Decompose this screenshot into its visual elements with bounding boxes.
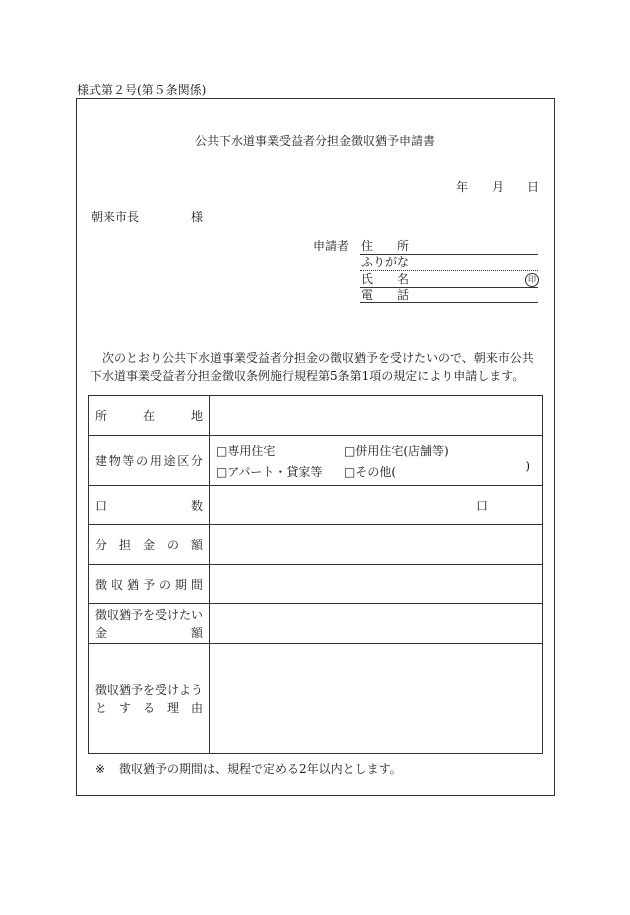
period-label-char: の [158, 577, 171, 592]
address-label-1: 住 [361, 239, 374, 253]
wish-amount-label [89, 604, 210, 644]
period-label-char: 期 [174, 577, 187, 592]
period-label-char: 猶 [126, 577, 139, 592]
location-label-char: 地 [190, 409, 203, 423]
table-row-reason [89, 644, 543, 754]
usage-option-other[interactable]: □その他( [344, 464, 397, 479]
usage-label-char: 建 [95, 454, 108, 468]
note-text: 徴収猶予の期間は、規程で定める2年以内とします。 [119, 762, 402, 776]
date-year: 年 [456, 180, 469, 194]
phone-label-1: 電 [361, 288, 374, 302]
reason-value[interactable] [210, 644, 543, 754]
reason-label-char: と [95, 700, 108, 715]
applicant-label: 申請者 [313, 239, 350, 253]
table-row-units [89, 486, 543, 525]
usage-option-dedicated-housing[interactable]: □専用住宅 [216, 443, 276, 458]
period-value[interactable] [210, 565, 543, 604]
units-unit: 口 [475, 498, 488, 513]
period-label-char: 予 [142, 577, 155, 592]
addressee-name: 朝来市長 [91, 210, 140, 224]
name-label-2: 名 [397, 272, 410, 286]
usage-label-char: 途 [163, 454, 176, 468]
units-label-char: 数 [190, 498, 203, 513]
wish-amount-label-char: 額 [190, 625, 203, 640]
amount-label-char: の [166, 538, 179, 552]
usage-label-char: 分 [190, 454, 203, 468]
usage-label [89, 436, 210, 486]
reason-label-char: る [142, 700, 155, 715]
amount-label [89, 525, 210, 565]
form-title: 公共下水道事業受益者分担金徴収猶予申請書 [194, 134, 435, 148]
units-value[interactable] [210, 486, 543, 525]
location-label-char: 所 [95, 409, 108, 423]
usage-label-char: 等 [122, 454, 135, 468]
usage-label-char: の [136, 454, 149, 468]
furigana-label: ふりがな [361, 255, 410, 269]
phone-label-2: 話 [397, 288, 410, 302]
reason-label-line1: 徴収猶予を受けよう [95, 682, 204, 697]
period-label-char: 収 [110, 577, 123, 592]
period-label-char: 徴 [95, 577, 108, 592]
table-row-location [89, 396, 543, 436]
table-row-period [89, 565, 543, 604]
name-line [360, 287, 538, 288]
usage-option-apartment[interactable]: □アパート・貸家等 [216, 464, 323, 479]
amount-label-char: 担 [118, 538, 131, 552]
amount-label-char: 分 [95, 538, 108, 552]
address-label-2: 所 [397, 239, 410, 253]
wish-amount-label-line1: 徴収猶予を受けたい [95, 607, 204, 622]
request-paragraph: 次のとおり公共下水道事業受益者分担金の徴収猶予を受けたいので、朝来市公共下水道事業受益者分担金徴収条例施行規程第5条第1項の規定により申請します。 [90, 351, 534, 383]
name-label-1: 氏 [361, 272, 374, 286]
application-table [88, 395, 543, 754]
reason-label-char: 由 [190, 700, 203, 715]
location-label-char: 在 [142, 409, 155, 423]
wish-amount-label-char: 金 [95, 625, 108, 640]
note-mark: ※ [95, 762, 106, 776]
period-label-char: 間 [190, 577, 203, 592]
date-day: 日 [527, 180, 540, 194]
usage-option-combined-housing[interactable]: □併用住宅(店舗等) [344, 443, 449, 458]
table-row-amount [89, 525, 543, 565]
usage-label-char: 区 [177, 454, 190, 468]
addressee-honorific: 様 [191, 210, 204, 224]
reason-label-char: 理 [166, 700, 179, 715]
usage-value [210, 436, 543, 486]
units-label-char: 口 [95, 498, 108, 513]
usage-label-char: 用 [149, 454, 162, 468]
amount-value[interactable] [210, 525, 543, 565]
usage-other-close-paren: ) [525, 459, 530, 473]
table-row-usage [89, 436, 543, 486]
location-label [89, 396, 210, 436]
date-month: 月 [492, 180, 505, 194]
location-value[interactable] [210, 396, 543, 436]
reason-label-char: す [118, 700, 131, 715]
form-number: 様式第２号(第５条関係) [77, 83, 207, 97]
period-label [89, 565, 210, 604]
seal-mark: 印 [525, 273, 539, 287]
furigana-line [360, 270, 538, 271]
reason-label [89, 644, 210, 754]
table-row-wish-amount [89, 604, 543, 644]
units-label [89, 486, 210, 525]
usage-label-char: 物 [108, 454, 121, 468]
amount-label-char: 金 [142, 538, 155, 552]
wish-amount-value[interactable] [210, 604, 543, 644]
phone-line [360, 302, 538, 303]
amount-label-char: 額 [190, 538, 203, 552]
